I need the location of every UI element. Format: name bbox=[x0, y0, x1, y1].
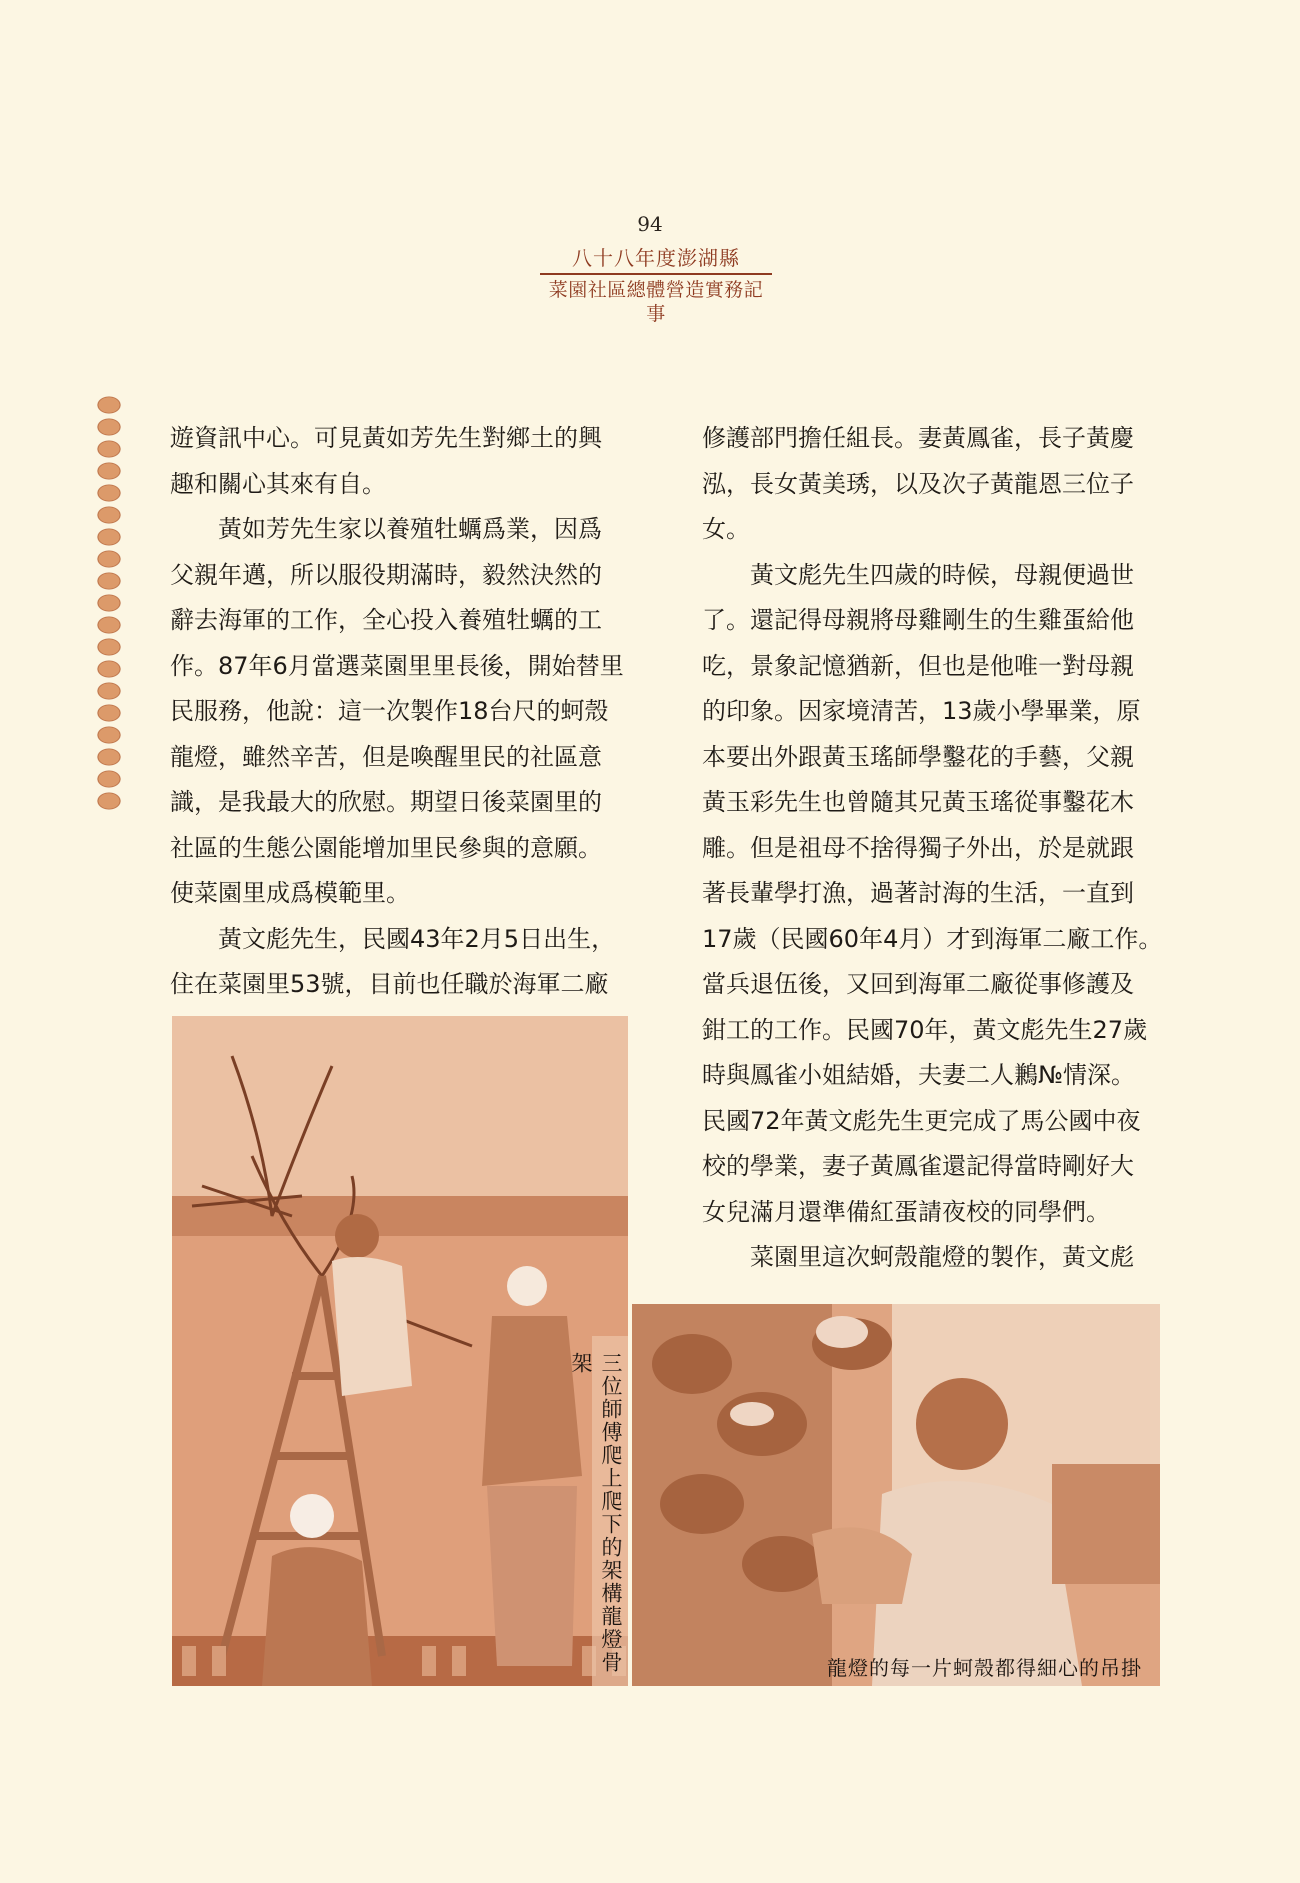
photo-workers-on-ladder bbox=[172, 1016, 628, 1686]
page-number: 94 bbox=[637, 212, 663, 236]
text-line: 使菜園里成爲模範里。 bbox=[170, 879, 410, 907]
text-line: 識，是我最大的欣慰。期望日後菜園里的 bbox=[170, 788, 602, 816]
text-line: 女兒滿月還準備紅蛋請夜校的同學們。 bbox=[702, 1197, 1110, 1226]
photo-caption-right: 龍燈的每一片蚵殼都得細心的吊掛 bbox=[827, 1656, 1142, 1680]
text-line: 的印象。因家境清苦，13歲小學畢業，原 bbox=[702, 697, 1141, 725]
text-line: 黃文彪先生，民國43年2月5日出生， bbox=[218, 924, 616, 953]
text-line: 吃，景象記憶猶新，但也是他唯一對母親 bbox=[702, 651, 1134, 680]
photo-illustration bbox=[172, 1016, 628, 1686]
text-line: 雕。但是祖母不捨得獨子外出，於是就跟 bbox=[702, 833, 1134, 862]
left-text-column bbox=[170, 416, 630, 1008]
header-title: 八十八年度澎湖縣 bbox=[572, 246, 740, 270]
text-line: 鉗工的工作。民國70年，黃文彪先生27歲 bbox=[702, 1015, 1148, 1044]
text-line: 著長輩學打漁，過著討海的生活，一直到 bbox=[702, 879, 1134, 907]
text-line: 了。還記得母親將母雞剛生的生雞蛋給他 bbox=[702, 606, 1134, 634]
text-line: 黃玉彩先生也曾隨其兄黃玉瑤從事鑿花木 bbox=[702, 788, 1134, 816]
photo-hanging-shells bbox=[632, 1304, 1160, 1686]
text-line: 辭去海軍的工作，全心投入養殖牡蠣的工 bbox=[170, 606, 602, 634]
right-text-column bbox=[702, 416, 1164, 1281]
text-line: 泓，長女黃美琇，以及次子黃龍恩三位子 bbox=[702, 469, 1134, 498]
text-line: 黃文彪先生四歲的時候，母親便過世 bbox=[750, 560, 1134, 589]
text-line: 趣和關心其來有自。 bbox=[170, 469, 386, 498]
photo-caption-left: 三位師傅爬上爬下的架構龍燈骨架 bbox=[569, 1352, 623, 1674]
text-line: 17歲（民國60年4月）才到海軍二廠工作。 bbox=[702, 924, 1163, 953]
text-line: 民國72年黃文彪先生更完成了馬公國中夜 bbox=[702, 1106, 1141, 1135]
text-line: 當兵退伍後，又回到海軍二廠從事修護及 bbox=[702, 970, 1134, 998]
text-line: 時與鳳雀小姐結婚，夫妻二人鶼№情深。 bbox=[702, 1061, 1135, 1089]
header-subtitle: 菜園社區總體營造實務記事 bbox=[548, 279, 764, 325]
text-line: 本要出外跟黃玉瑤師學鑿花的手藝，父親 bbox=[702, 742, 1134, 771]
photo-illustration bbox=[632, 1304, 1160, 1686]
text-line: 作。87年6月當選菜園里里長後，開始替里 bbox=[170, 651, 624, 680]
text-line: 遊資訊中心。可見黃如芳先生對鄉土的興 bbox=[170, 424, 602, 452]
text-line: 女。 bbox=[702, 515, 750, 543]
text-line: 菜園里這次蚵殼龍燈的製作，黃文彪 bbox=[750, 1243, 1134, 1271]
text-line: 龍燈，雖然辛苦，但是喚醒里民的社區意 bbox=[170, 742, 602, 771]
decorative-border-ornament bbox=[92, 394, 126, 814]
text-line: 民服務，他說：這一次製作18台尺的蚵殼 bbox=[170, 697, 609, 725]
text-line: 住在菜園里53號，目前也任職於海軍二廠 bbox=[170, 970, 609, 998]
text-line: 父親年邁，所以服役期滿時，毅然決然的 bbox=[170, 560, 602, 589]
running-header bbox=[540, 245, 772, 326]
text-line: 社區的生態公園能增加里民參與的意願。 bbox=[170, 833, 602, 862]
text-line: 校的學業，妻子黃鳳雀還記得當時剛好大 bbox=[702, 1152, 1134, 1180]
text-line: 修護部門擔任組長。妻黃鳳雀，長子黃慶 bbox=[702, 424, 1134, 452]
header-divider bbox=[540, 273, 772, 275]
text-line: 黃如芳先生家以養殖牡蠣爲業，因爲 bbox=[218, 515, 602, 543]
